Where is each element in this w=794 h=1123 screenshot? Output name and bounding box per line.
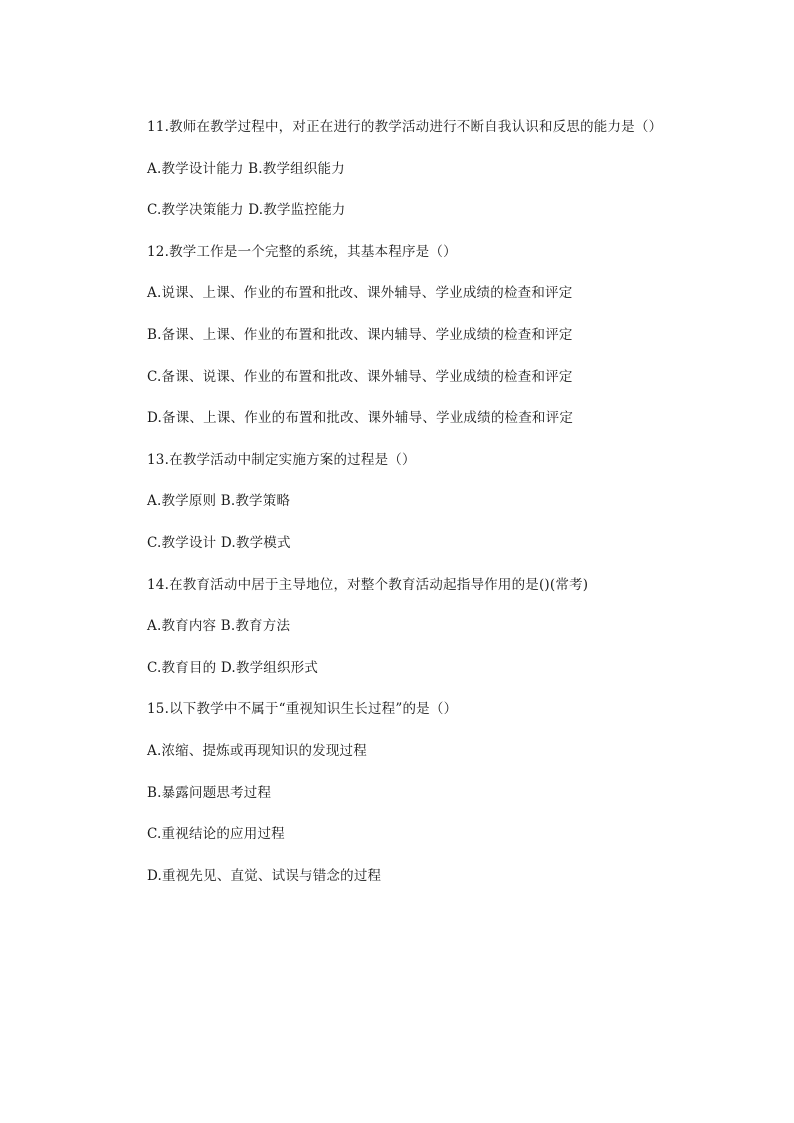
- question-14-options-cd: C.教育目的 D.教学组织形式: [147, 659, 319, 676]
- question-15-option-a: A.浓缩、提炼或再现知识的发现过程: [147, 742, 367, 759]
- question-15-option-d: D.重视先见、直觉、试误与错念的过程: [147, 867, 382, 884]
- question-11-options-ab: A.教学设计能力 B.教学组织能力: [147, 160, 345, 177]
- question-13-options-ab: A.教学原则 B.教学策略: [147, 493, 291, 510]
- question-13-stem: 13.在教学活动中制定实施方案的过程是（）: [147, 451, 416, 468]
- question-15-stem: 15.以下教学中不属于“重视知识生长过程”的是（）: [147, 701, 458, 718]
- question-12-option-a: A.说课、上课、作业的布置和批改、课外辅导、学业成绩的检查和评定: [147, 285, 573, 302]
- question-15-option-b: B.暴露问题思考过程: [147, 784, 272, 801]
- question-11-options-cd: C.教学决策能力 D.教学监控能力: [147, 202, 346, 219]
- question-12-stem: 12.教学工作是一个完整的系统，其基本程序是（）: [147, 243, 457, 260]
- question-list: [147, 117, 707, 907]
- question-12-option-c: C.备课、说课、作业的布置和批改、课外辅导、学业成绩的检查和评定: [147, 368, 573, 385]
- question-15-option-c: C.重视结论的应用过程: [147, 826, 285, 843]
- question-14-options-ab: A.教育内容 B.教育方法: [147, 618, 291, 635]
- question-13-options-cd: C.教学设计 D.教学模式: [147, 534, 291, 551]
- question-14-stem: 14.在教育活动中居于主导地位，对整个教育活动起指导作用的是()(常考): [147, 576, 589, 593]
- question-11-stem: 11.教师在教学过程中，对正在进行的教学活动进行不断自我认识和反思的能力是（）: [147, 119, 663, 135]
- question-12-option-b: B.备课、上课、作业的布置和批改、课内辅导、学业成绩的检查和评定: [147, 326, 573, 343]
- question-12-option-d: D.备课、上课、作业的布置和批改、课外辅导、学业成绩的检查和评定: [147, 410, 574, 427]
